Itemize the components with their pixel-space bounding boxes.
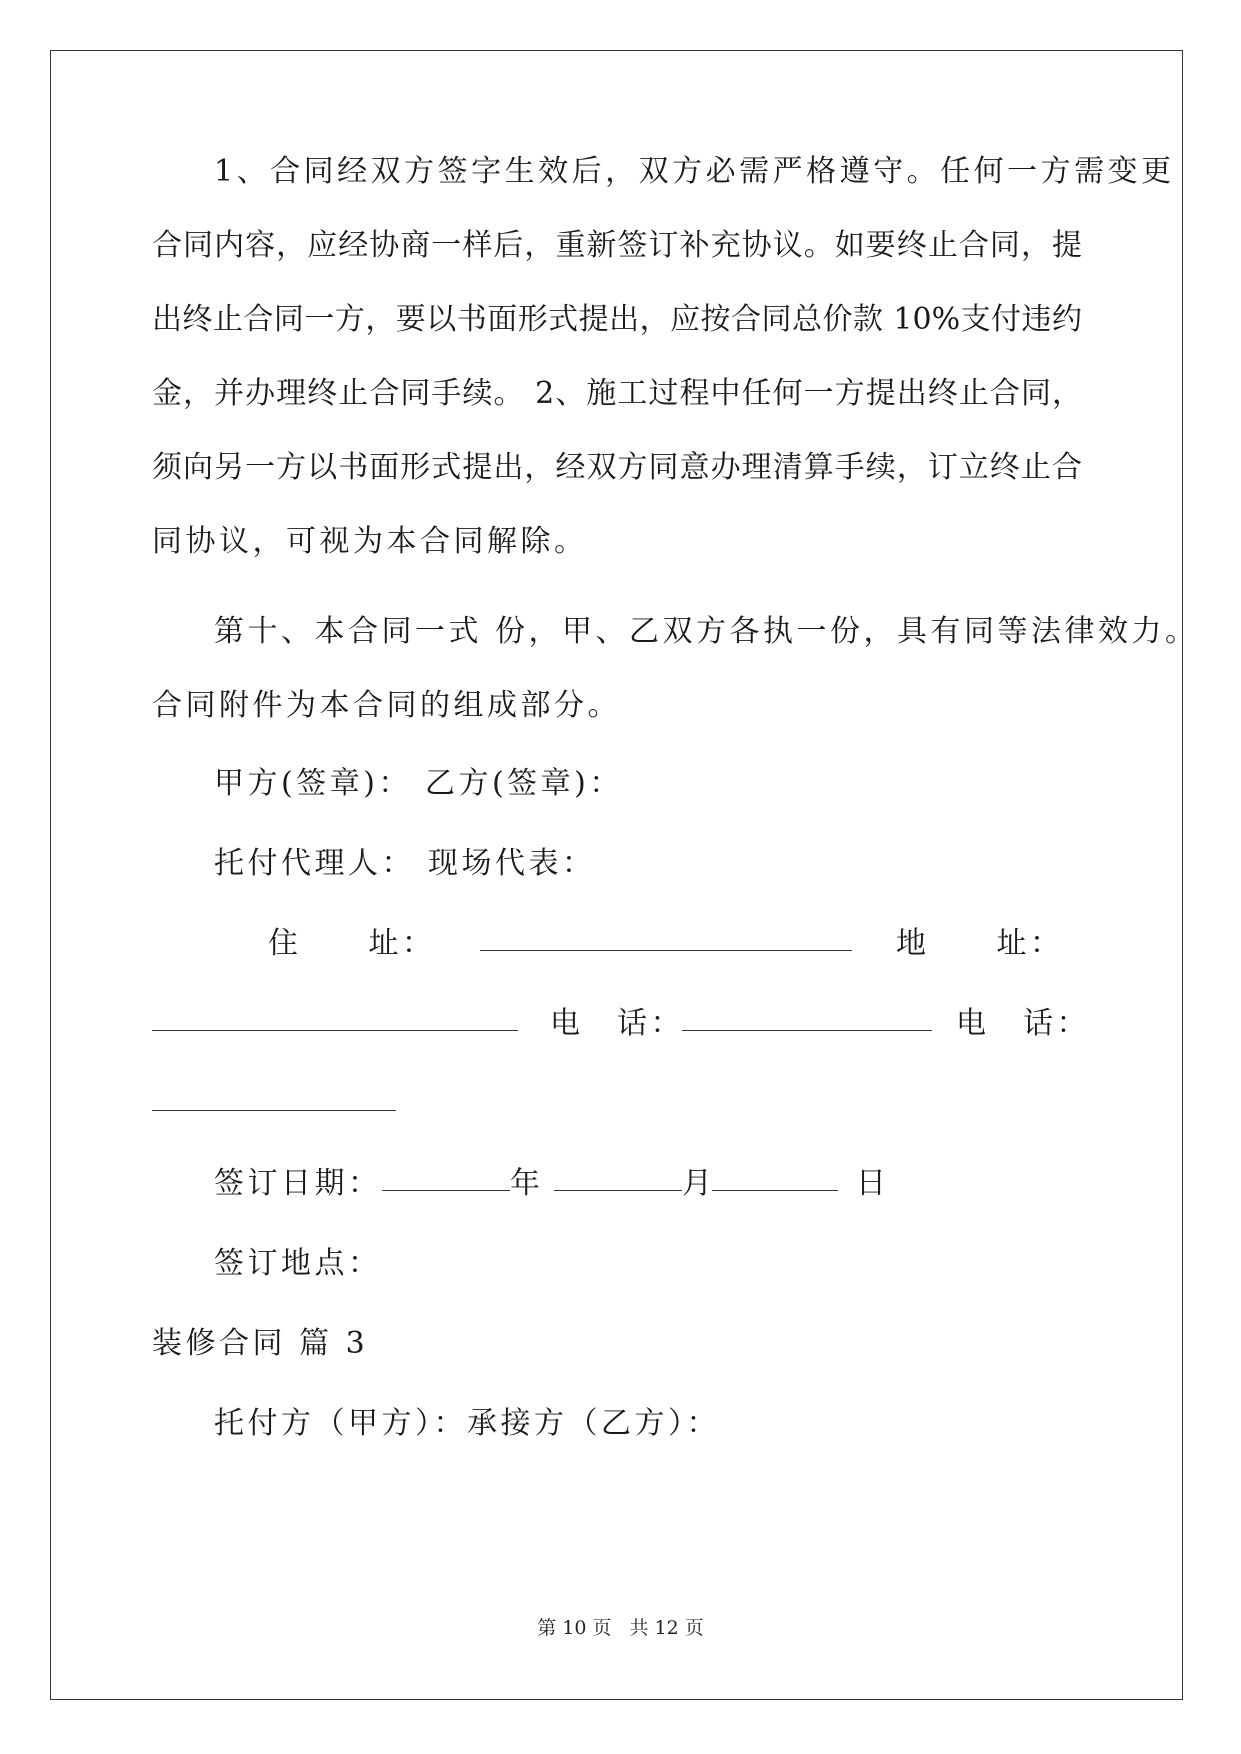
- page-total: 共 12 页: [629, 1617, 704, 1639]
- signature-agents: 托付代理人： 现场代表：: [214, 846, 596, 881]
- residence-blank: [480, 922, 852, 951]
- phone-label-b: 电 话：: [956, 1006, 1090, 1041]
- phone-blank-b: [152, 1082, 396, 1111]
- address-blank: [152, 1002, 518, 1031]
- text-line: 须向另一方以书面形式提出，经双方同意办理清算手续，订立终止合: [152, 450, 1082, 485]
- section-parties: 托付方（甲方）：承接方（乙方）：: [214, 1406, 720, 1441]
- page-footer: [0, 1613, 1241, 1640]
- phone-blank-a: [682, 1002, 932, 1031]
- place-label: 签订地点：: [214, 1246, 382, 1281]
- month-blank: [554, 1162, 682, 1191]
- text-line: 合同内容，应经协商一样后，重新签订补充协议。如要终止合同，提: [152, 228, 1082, 263]
- text-line: 金，并办理终止合同手续。 2、施工过程中任何一方提出终止合同，: [152, 376, 1082, 411]
- phone-label-a: 电 话：: [550, 1006, 684, 1041]
- text-line: 合同附件为本合同的组成部分。: [152, 688, 621, 723]
- residence-label: 住 址：: [268, 926, 436, 961]
- text-line: 出终止合同一方，要以书面形式提出，应按合同总价款 10%支付违约: [152, 302, 1082, 337]
- text-line: 1、合同经双方签字生效后，双方必需严格遵守。任何一方需变更: [214, 154, 1175, 189]
- day-label: 日: [856, 1166, 890, 1201]
- year-label: 年: [510, 1166, 544, 1201]
- page-number: 第 10 页: [537, 1617, 612, 1639]
- month-label: 月: [682, 1166, 716, 1201]
- day-blank: [712, 1162, 838, 1191]
- section-title: 装修合同 篇 3: [152, 1326, 369, 1361]
- signature-parties: 甲方(签章)： 乙方(签章)：: [214, 766, 623, 801]
- year-blank: [382, 1162, 510, 1191]
- text-line: 第十、本合同一式 份，甲、乙双方各执一份，具有同等法律效力。: [214, 614, 1199, 649]
- text-line: 同协议，可视为本合同解除。: [152, 524, 588, 559]
- address-label: 地 址：: [896, 926, 1064, 961]
- date-label: 签订日期：: [214, 1166, 382, 1201]
